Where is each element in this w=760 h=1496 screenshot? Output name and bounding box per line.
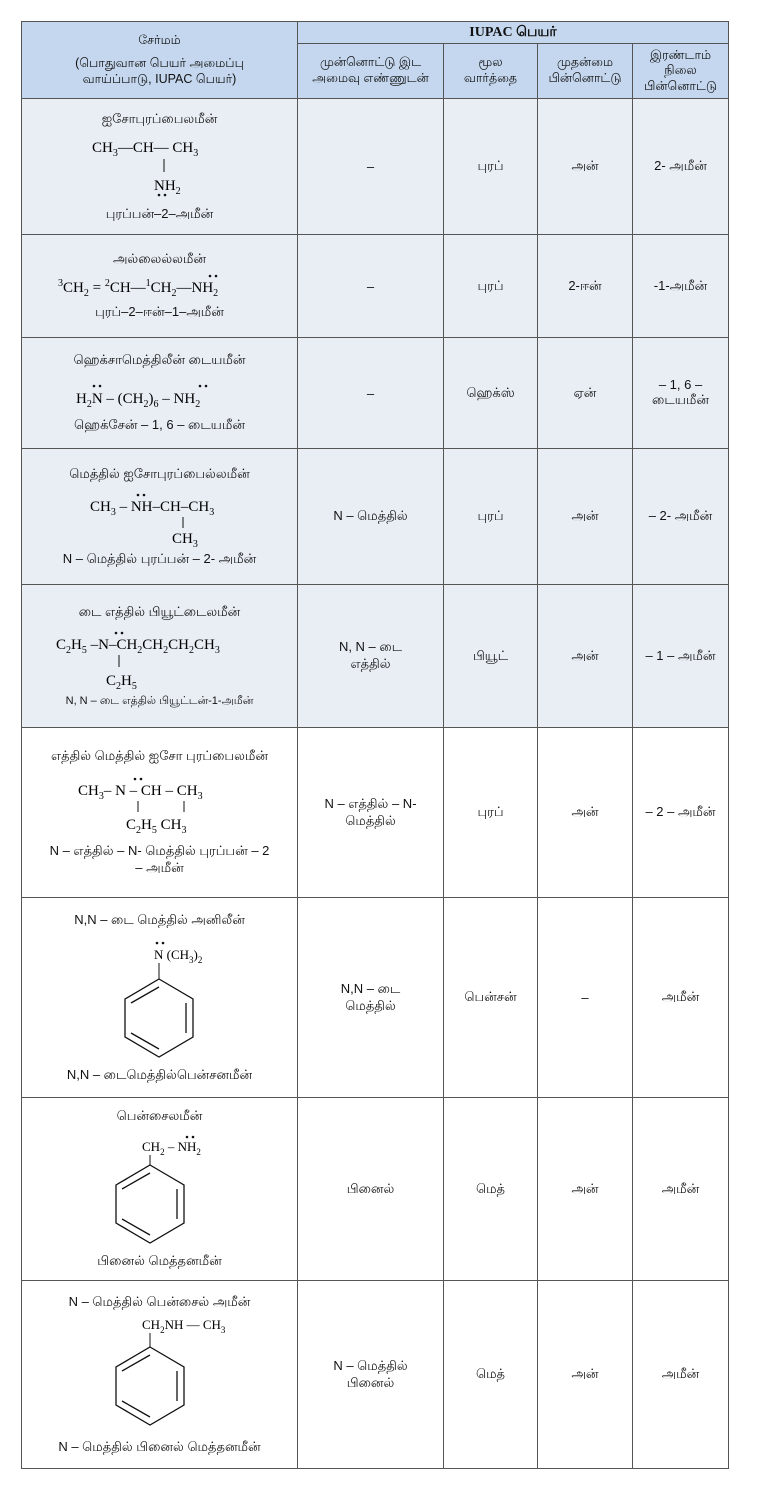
svg-text:CH2 – NH2: $CH_2 - NH_2$ [141, 1139, 201, 1157]
prefix-cell: N – எத்தில் – N- மெத்தில் [298, 728, 444, 898]
root-header: மூல வார்த்தை [444, 44, 538, 99]
primary-suffix-cell: அன் [538, 585, 633, 728]
common-name: ஐசோபுரப்பைலமீன் [101, 110, 218, 126]
structure-formula [60, 933, 260, 1063]
svg-text:3CH2 = 2CH—1CH2—NH2: $^3CH_2$ = $^2CH—^1CH_2—NH_2$ [57, 278, 218, 299]
secondary-suffix-cell: – 1, 6 – டையமீன் [633, 338, 729, 449]
structure-formula [50, 487, 270, 547]
svg-text:H2N – (CH2)6 – NH2: $H_2N - (CH_2)_6 - NH_2$ [75, 391, 200, 410]
prefix-cell: – [298, 99, 444, 235]
structure-formula [50, 769, 270, 839]
primary-suffix-cell: அன் [538, 1098, 633, 1281]
amine-table-wrap [21, 21, 728, 1469]
iupac-header: IUPAC பெயர் [298, 22, 729, 44]
svg-text:C2H5 CH3: $C_2H_5$ $CH_3$ [125, 817, 186, 836]
common-name: ஹெக்சாமெத்திலீன் டையமீன் [73, 352, 246, 367]
structure-formula [60, 1129, 260, 1249]
compound-cell [22, 338, 298, 449]
common-name: பென்சைலமீன் [116, 1108, 203, 1123]
secondary-suffix-cell: – 2- அமீன் [633, 449, 729, 585]
table-row [22, 898, 729, 1098]
table-row [22, 728, 729, 898]
common-name: மெத்தில் ஐசோபுரப்பைல்லமீன் [69, 465, 250, 481]
compound-cell [22, 1098, 298, 1281]
prefix-cell: – [298, 338, 444, 449]
compound-header-title: சேர்மம் [138, 32, 181, 47]
secondary-suffix-header: இரண்டாம் நிலை பின்னொட்டு [633, 44, 729, 99]
table-row [22, 338, 729, 449]
structure-formula [50, 373, 270, 413]
common-name: எத்தில் மெத்தில் ஐசோ புரப்பைலமீன் [51, 748, 268, 763]
primary-suffix-cell: 2-ஈன் [538, 235, 633, 338]
compound-header [22, 22, 298, 99]
root-cell: பென்சன் [444, 898, 538, 1098]
prefix-cell: N, N – டை எத்தில் [298, 585, 444, 728]
svg-text:CH2NH — CH3: $CH_2NH$ — $CH_3$ [141, 1316, 225, 1335]
iupac-name: புரப்பன்–2–அமீன் [105, 205, 214, 221]
table-row [22, 1281, 729, 1469]
iupac-name: N, N – டை எத்தில் பியூட்டன்-1-அமீன் [65, 694, 254, 707]
primary-suffix-cell: அன் [538, 449, 633, 585]
compound-cell [22, 235, 298, 338]
table-row [22, 585, 729, 728]
svg-text:NH2: $NH_2$ [153, 177, 181, 197]
svg-text:CH3—CH— CH3: $CH_3—CH—$ $CH_3$ [91, 139, 198, 159]
iupac-name: N – மெத்தில் புரப்பன் – 2- அமீன் [62, 550, 257, 566]
secondary-suffix-cell: – 2 – அமீன் [633, 728, 729, 898]
compound-cell [22, 1281, 298, 1469]
svg-text:CH3: $CH_3$ [171, 530, 198, 547]
compound-cell [22, 449, 298, 585]
compound-header-subtitle: (பொதுவான பெயர் அமைப்பு வாய்ப்பாடு, IUPAC பெயர்) [75, 56, 244, 86]
table-row [22, 235, 729, 338]
svg-text:C2H5 –N–CH2CH2CH2CH3: $C_2H_5$ $-N-CH_2CH_2CH_2CH_3$ [55, 636, 220, 656]
common-name: N – மெத்தில் பென்சைல் அமீன் [68, 1293, 251, 1309]
root-cell: பியூட் [444, 585, 538, 728]
table-row [22, 1098, 729, 1281]
svg-text:CH3– N – CH – CH3: $CH_3-$ N – CH – $CH_3$ [77, 783, 203, 802]
compound-cell [22, 585, 298, 728]
primary-suffix-cell: அன் [538, 99, 633, 235]
primary-suffix-cell: அன் [538, 728, 633, 898]
iupac-name: புரப்–2–ஈன்–1–அமீன் [95, 304, 224, 319]
common-name: டை எத்தில் பியூட்டைலமீன் [78, 603, 241, 619]
iupac-name: N,N – டைமெத்தில்பென்சனமீன் [66, 1066, 253, 1082]
primary-suffix-cell: அன் [538, 1281, 633, 1469]
root-cell: ஹெக்ஸ் [444, 338, 538, 449]
structure-formula [60, 1315, 260, 1435]
structure-formula [60, 132, 260, 202]
prefix-cell: – [298, 235, 444, 338]
iupac-name: ஹெக்சேன் – 1, 6 – டையமீன் [74, 417, 245, 432]
table-row [22, 99, 729, 235]
prefix-header: முன்னொட்டு இட அமைவு எண்ணுடன் [298, 44, 444, 99]
secondary-suffix-cell: -1-அமீன் [633, 235, 729, 338]
amine-nomenclature-table [21, 21, 729, 1469]
primary-suffix-cell: ஏன் [538, 338, 633, 449]
iupac-name: N – மெத்தில் பினைல் மெத்தனமீன் [58, 1438, 261, 1454]
secondary-suffix-cell: அமீன் [633, 1281, 729, 1469]
root-cell: புரப் [444, 728, 538, 898]
common-name: N,N – டை மெத்தில் அனிலீன் [74, 911, 245, 927]
secondary-suffix-cell: அமீன் [633, 898, 729, 1098]
compound-cell [22, 728, 298, 898]
structure-formula [40, 625, 280, 691]
structure-formula [40, 272, 280, 300]
svg-text:CH3 – NH–CH–CH3: $CH_3 - NH-CH-CH_3$ [89, 498, 214, 518]
root-cell: மெத் [444, 1281, 538, 1469]
svg-text:N (CH3)2: N $(CH_3)_2$ [153, 946, 202, 965]
primary-suffix-cell: – [538, 898, 633, 1098]
prefix-cell: பினைல் [298, 1098, 444, 1281]
secondary-suffix-cell: அமீன் [633, 1098, 729, 1281]
iupac-name: N – எத்தில் – N- மெத்தில் புரப்பன் – 2 – அமீன் [49, 843, 270, 875]
secondary-suffix-cell: – 1 – அமீன் [633, 585, 729, 728]
svg-text:C2H5: $C_2H_5$ [105, 672, 137, 691]
compound-cell [22, 898, 298, 1098]
table-row [22, 449, 729, 585]
root-cell: புரப் [444, 235, 538, 338]
root-cell: புரப் [444, 449, 538, 585]
root-cell: புரப் [444, 99, 538, 235]
compound-cell [22, 99, 298, 235]
secondary-suffix-cell: 2- அமீன் [633, 99, 729, 235]
common-name: அல்லைல்லமீன் [112, 251, 207, 266]
prefix-cell: N – மெத்தில் பினைல் [298, 1281, 444, 1469]
prefix-cell: N – மெத்தில் [298, 449, 444, 585]
iupac-name: பினைல் மெத்தனமீன் [97, 1253, 222, 1268]
root-cell: மெத் [444, 1098, 538, 1281]
primary-suffix-header: முதன்மை பின்னொட்டு [538, 44, 633, 99]
prefix-cell: N,N – டை மெத்தில் [298, 898, 444, 1098]
